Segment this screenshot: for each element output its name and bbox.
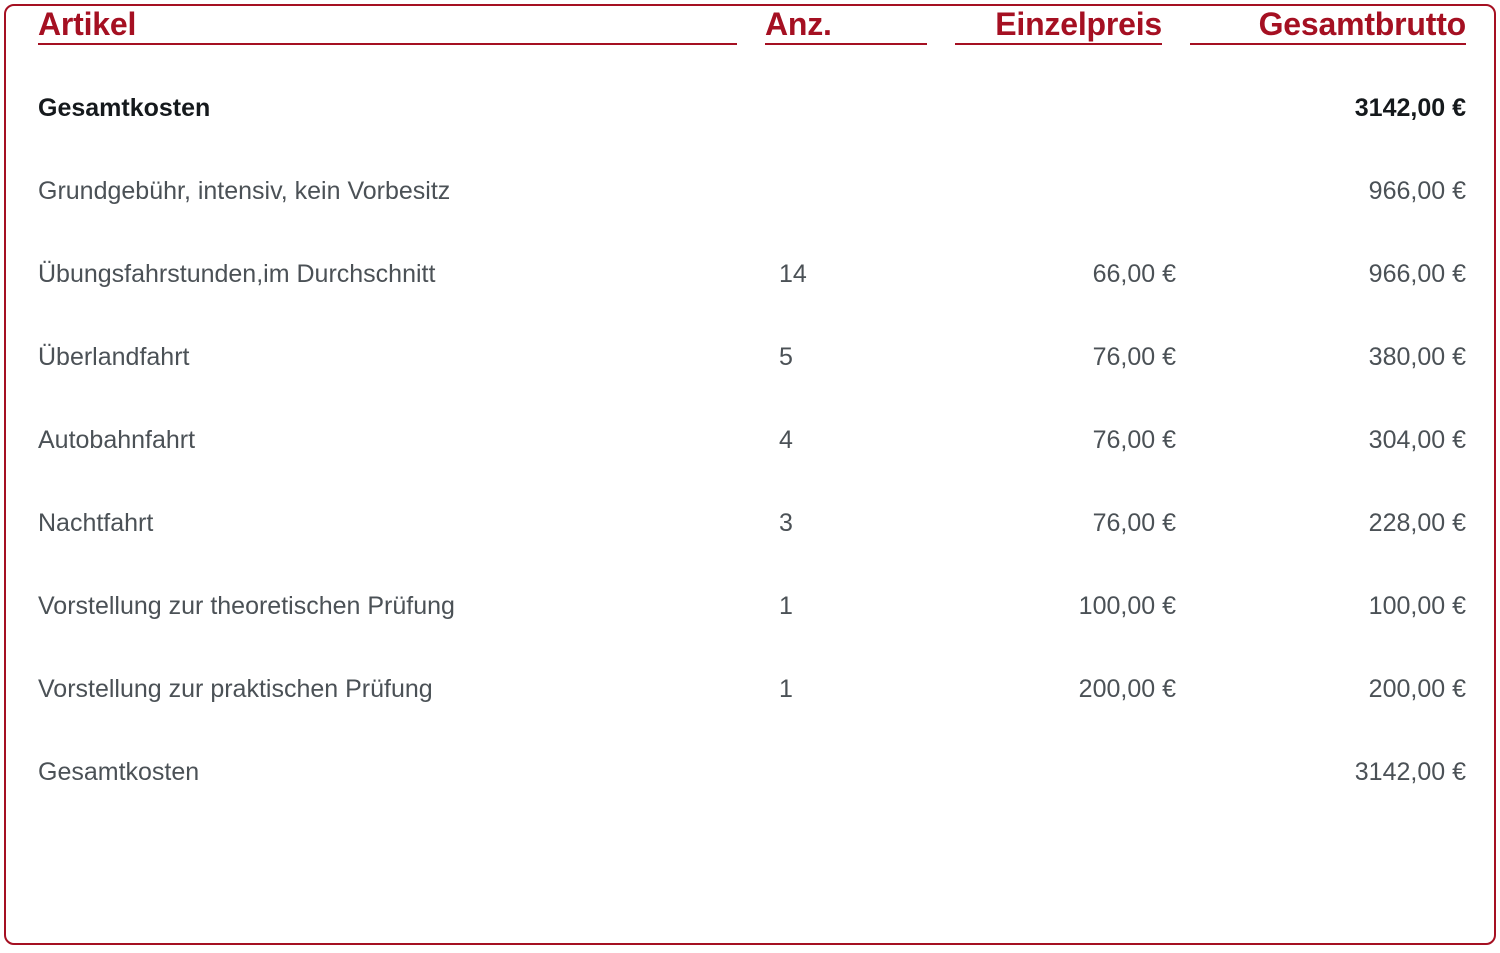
column-header-article: Artikel: [38, 6, 751, 44]
cell-total: 100,00 €: [1368, 592, 1466, 620]
table-row: [38, 731, 1466, 814]
table-row: [38, 482, 1466, 565]
cell-quantity: 1: [779, 675, 793, 703]
column-header-unit-price: Einzelpreis: [941, 6, 1176, 44]
cell-article: Vorstellung zur praktischen Prüfung: [38, 675, 433, 703]
cell-unit-price: [941, 150, 1176, 233]
cost-table: [38, 6, 1466, 814]
cell-total: 966,00 €: [1368, 260, 1466, 288]
table-row: [38, 565, 1466, 648]
cost-breakdown-card: [4, 4, 1496, 945]
cell-quantity: 3: [779, 509, 793, 537]
cell-quantity: [751, 44, 941, 150]
cell-total: 3142,00 €: [1354, 94, 1466, 122]
table-row: [38, 233, 1466, 316]
cell-total: 380,00 €: [1368, 343, 1466, 371]
table-row: [38, 316, 1466, 399]
cell-quantity: 4: [779, 426, 793, 454]
cell-unit-price: 100,00 €: [1078, 592, 1176, 620]
cell-article: Nachtfahrt: [38, 509, 154, 537]
cell-article: Grundgebühr, intensiv, kein Vorbesitz: [38, 177, 451, 205]
column-header-total: Gesamtbrutto: [1176, 6, 1466, 44]
cell-quantity: [751, 150, 941, 233]
table-row: [38, 648, 1466, 731]
cell-article: Übungsfahrstunden,im Durchschnitt: [38, 260, 436, 288]
cell-total: 3142,00 €: [1354, 758, 1466, 786]
cell-quantity: 1: [779, 592, 793, 620]
table-body: [38, 44, 1466, 814]
cell-article: Autobahnfahrt: [38, 426, 196, 454]
cell-unit-price: [941, 731, 1176, 814]
cell-total: 304,00 €: [1368, 426, 1466, 454]
cell-article: Überlandfahrt: [38, 343, 190, 371]
table-row: [38, 399, 1466, 482]
cell-article: Gesamtkosten: [38, 758, 200, 786]
cell-unit-price: 76,00 €: [1092, 509, 1176, 537]
table-row: [38, 44, 1466, 150]
cell-total: 228,00 €: [1368, 509, 1466, 537]
cell-unit-price: 66,00 €: [1092, 260, 1176, 288]
column-header-quantity: Anz.: [751, 6, 941, 44]
cell-unit-price: 76,00 €: [1092, 343, 1176, 371]
table-row: [38, 150, 1466, 233]
cell-quantity: 5: [779, 343, 793, 371]
cell-unit-price: 200,00 €: [1078, 675, 1176, 703]
cell-article: Vorstellung zur theoretischen Prüfung: [38, 592, 455, 620]
cell-article: Gesamtkosten: [38, 94, 211, 122]
cell-total: 200,00 €: [1368, 675, 1466, 703]
table-header: [38, 6, 1466, 44]
cell-total: 966,00 €: [1368, 177, 1466, 205]
cell-unit-price: [941, 44, 1176, 150]
cell-quantity: [751, 731, 941, 814]
cell-unit-price: 76,00 €: [1092, 426, 1176, 454]
table-header-row: [38, 6, 1466, 44]
cell-quantity: 14: [779, 260, 807, 288]
